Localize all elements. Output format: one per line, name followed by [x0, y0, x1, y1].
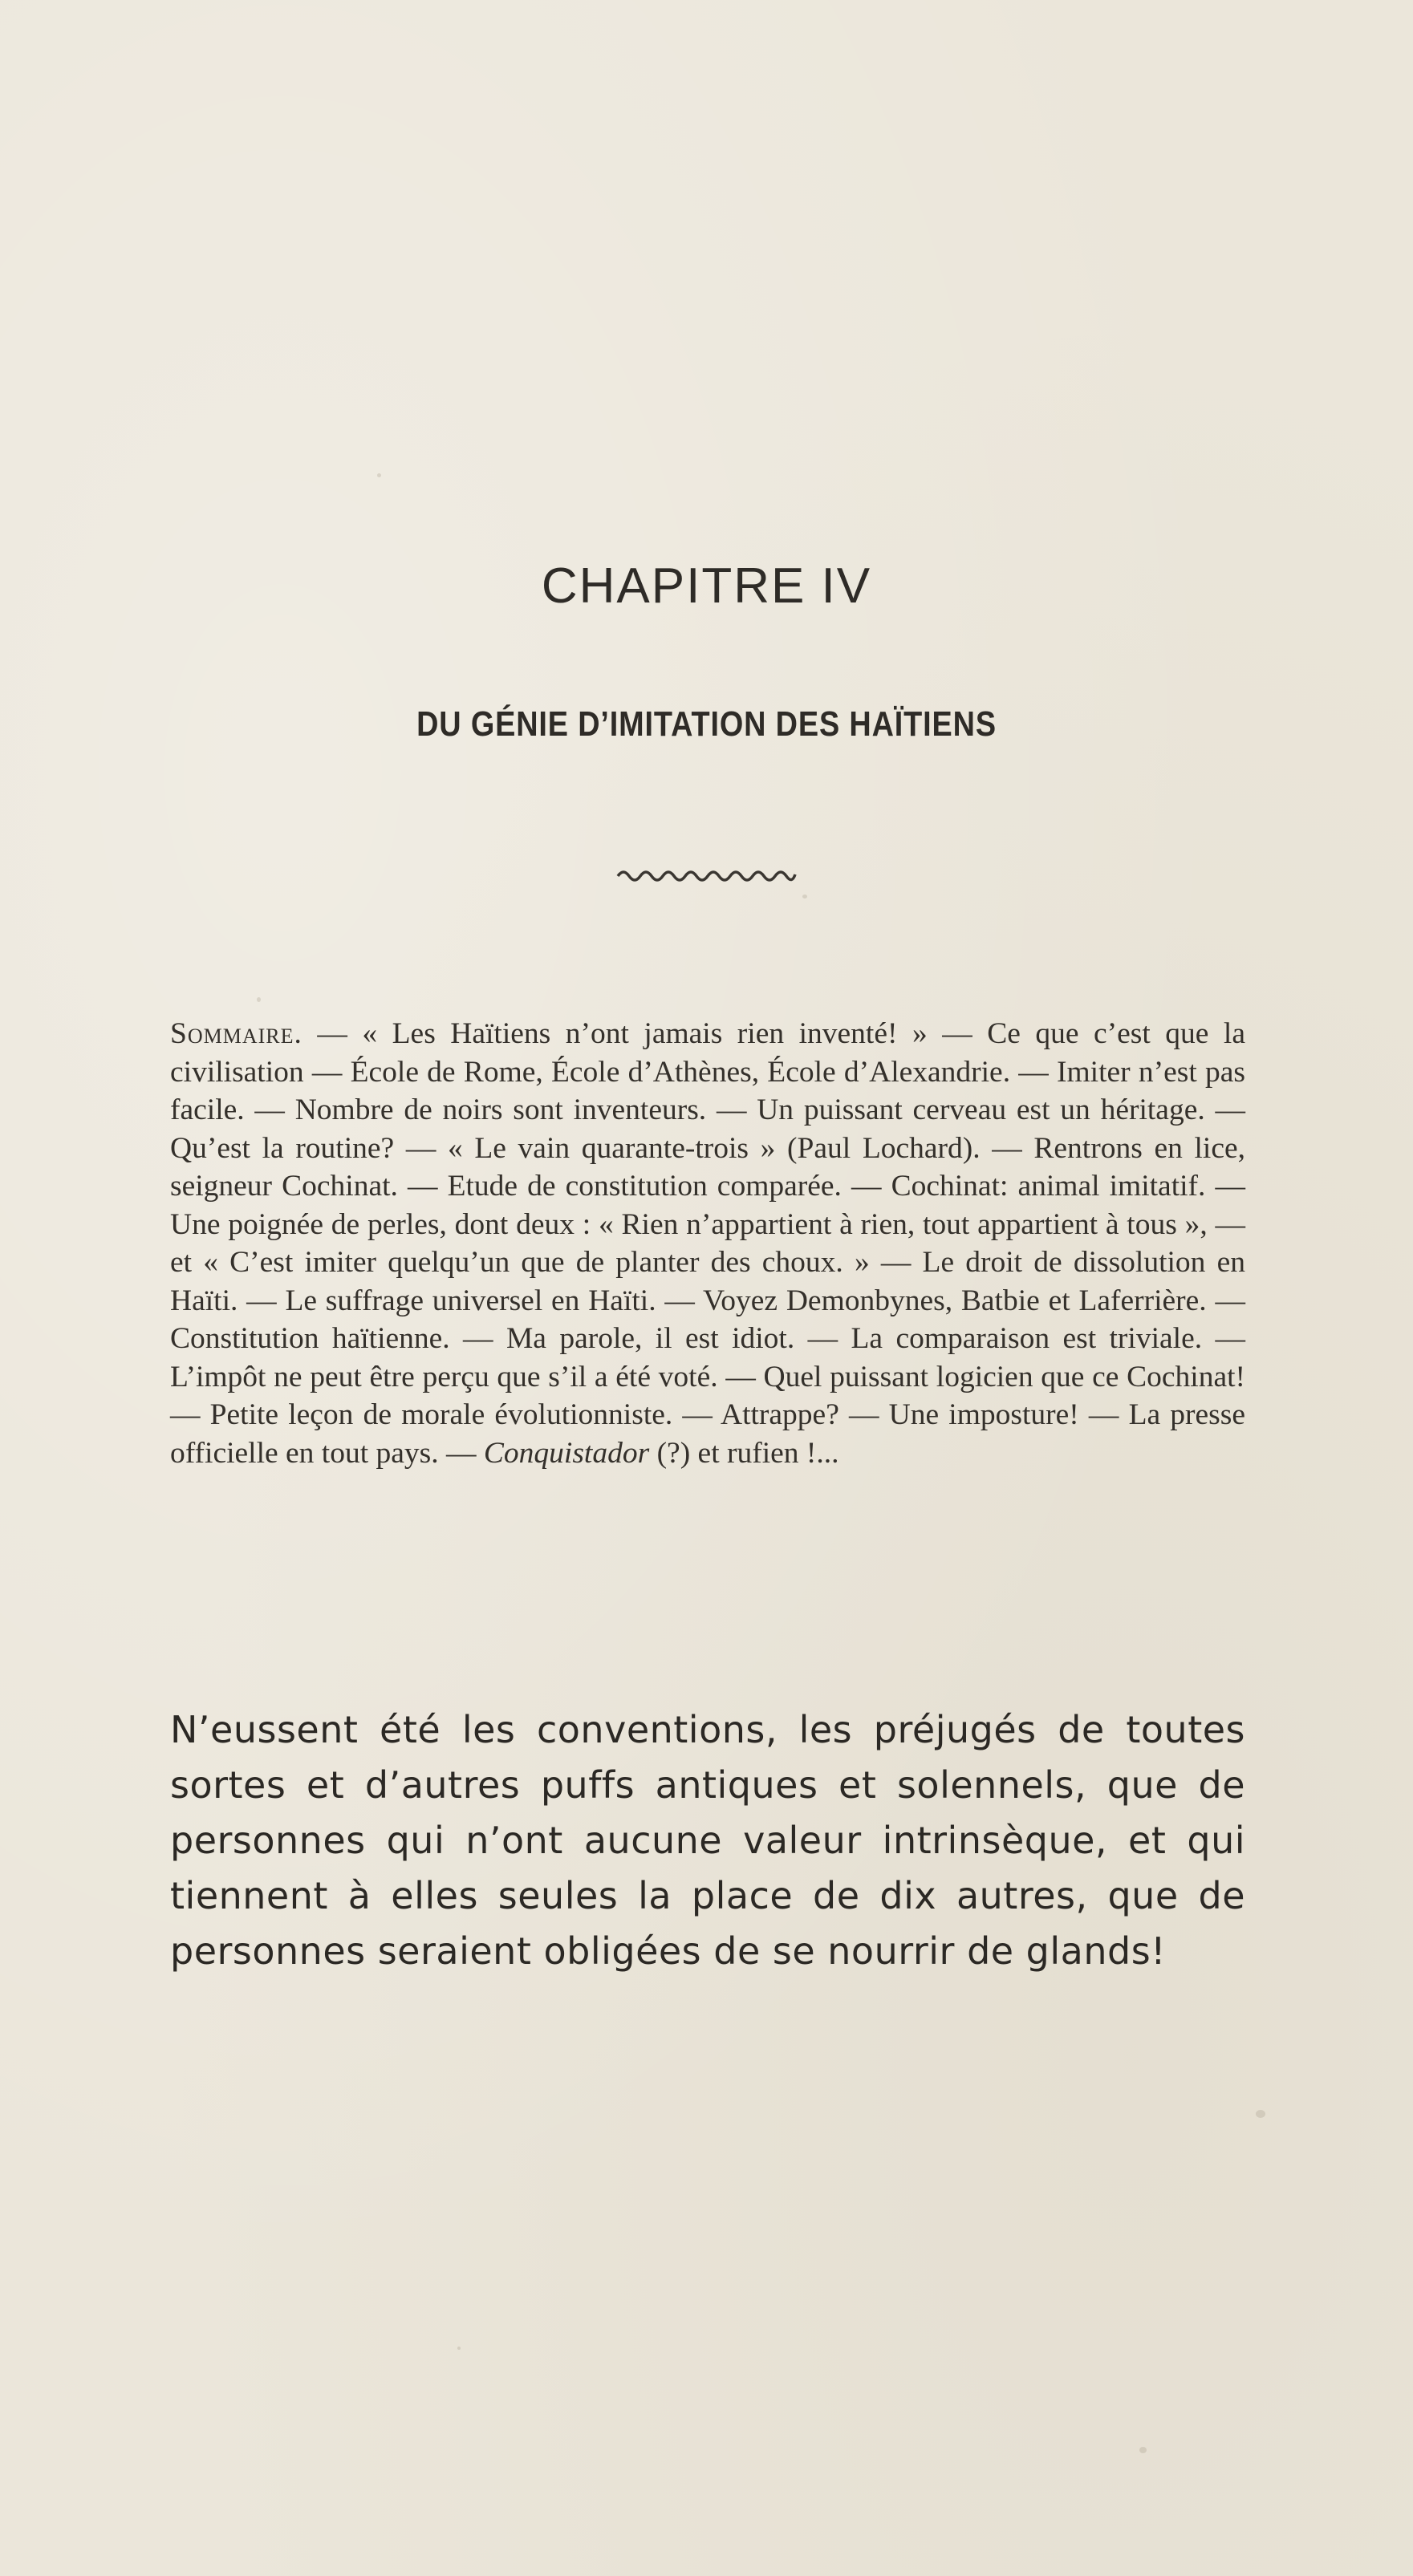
summary-text-end: (?) et rufien !...	[649, 1436, 839, 1470]
paper-speck	[457, 2347, 461, 2350]
chapter-subtitle: DU GÉNIE D’IMITATION DES HAÏTIENS	[416, 704, 997, 744]
paper-speck	[802, 895, 807, 899]
summary-text: — « Les Haïtiens n’ont jamais rien inventé! » — Ce que c’est que la civilisation — École de Rome, École d’Athènes, École d’Alexandrie. — Imiter n’est pas facile. — Nombre de noirs sont inventeurs. — Un puissant cerveau est un héritage. — Qu’est la routine? — « Le vain quarante-trois » (Paul Lochard). — Rentrons en lice, seigneur Cochinat. — Etude de constitution comparée. — Cochinat: animal imitatif. — Une poignée de perles, dont deux : « Rien n’appartient à rien, tout appartient à tous », — et « C’est imiter quelqu’un que de planter des choux. » — Le droit de dissolution en Haïti. — Le suffrage universel en Haïti. — Voyez Demonbynes, Batbie et Laferrière. — Constitution haïtienne. — Ma parole, il est idiot. — La comparaison est triviale. — L’impôt ne peut être perçu que s’il a été voté. — Quel puissant logicien que ce Cochinat! — Petite leçon de morale évolutionniste. — Attrappe? — Une imposture! — La presse officielle en tout pays. —	[170, 1017, 1245, 1470]
paper-speck	[1256, 2110, 1265, 2118]
paper-speck	[257, 997, 261, 1002]
summary-italic-word: Conquistador	[483, 1436, 650, 1470]
paper-speck	[377, 473, 381, 477]
paper-speck	[1139, 2447, 1147, 2453]
wavy-line-ornament-icon	[616, 865, 797, 882]
chapter-summary	[170, 1015, 1245, 1472]
body-paragraph: N’eussent été les conventions, les préjugés de toutes sortes et d’autres puffs antiques et solennels, que de personnes qui n’ont aucune valeur intrinsèque, et qui tiennent à elles seules la place de dix autres, que de personnes seraient obligées de se nourrir de glands!	[170, 1708, 1245, 1973]
summary-label: Sommaire.	[170, 1017, 302, 1050]
chapter-title: CHAPITRE IV	[541, 558, 872, 614]
